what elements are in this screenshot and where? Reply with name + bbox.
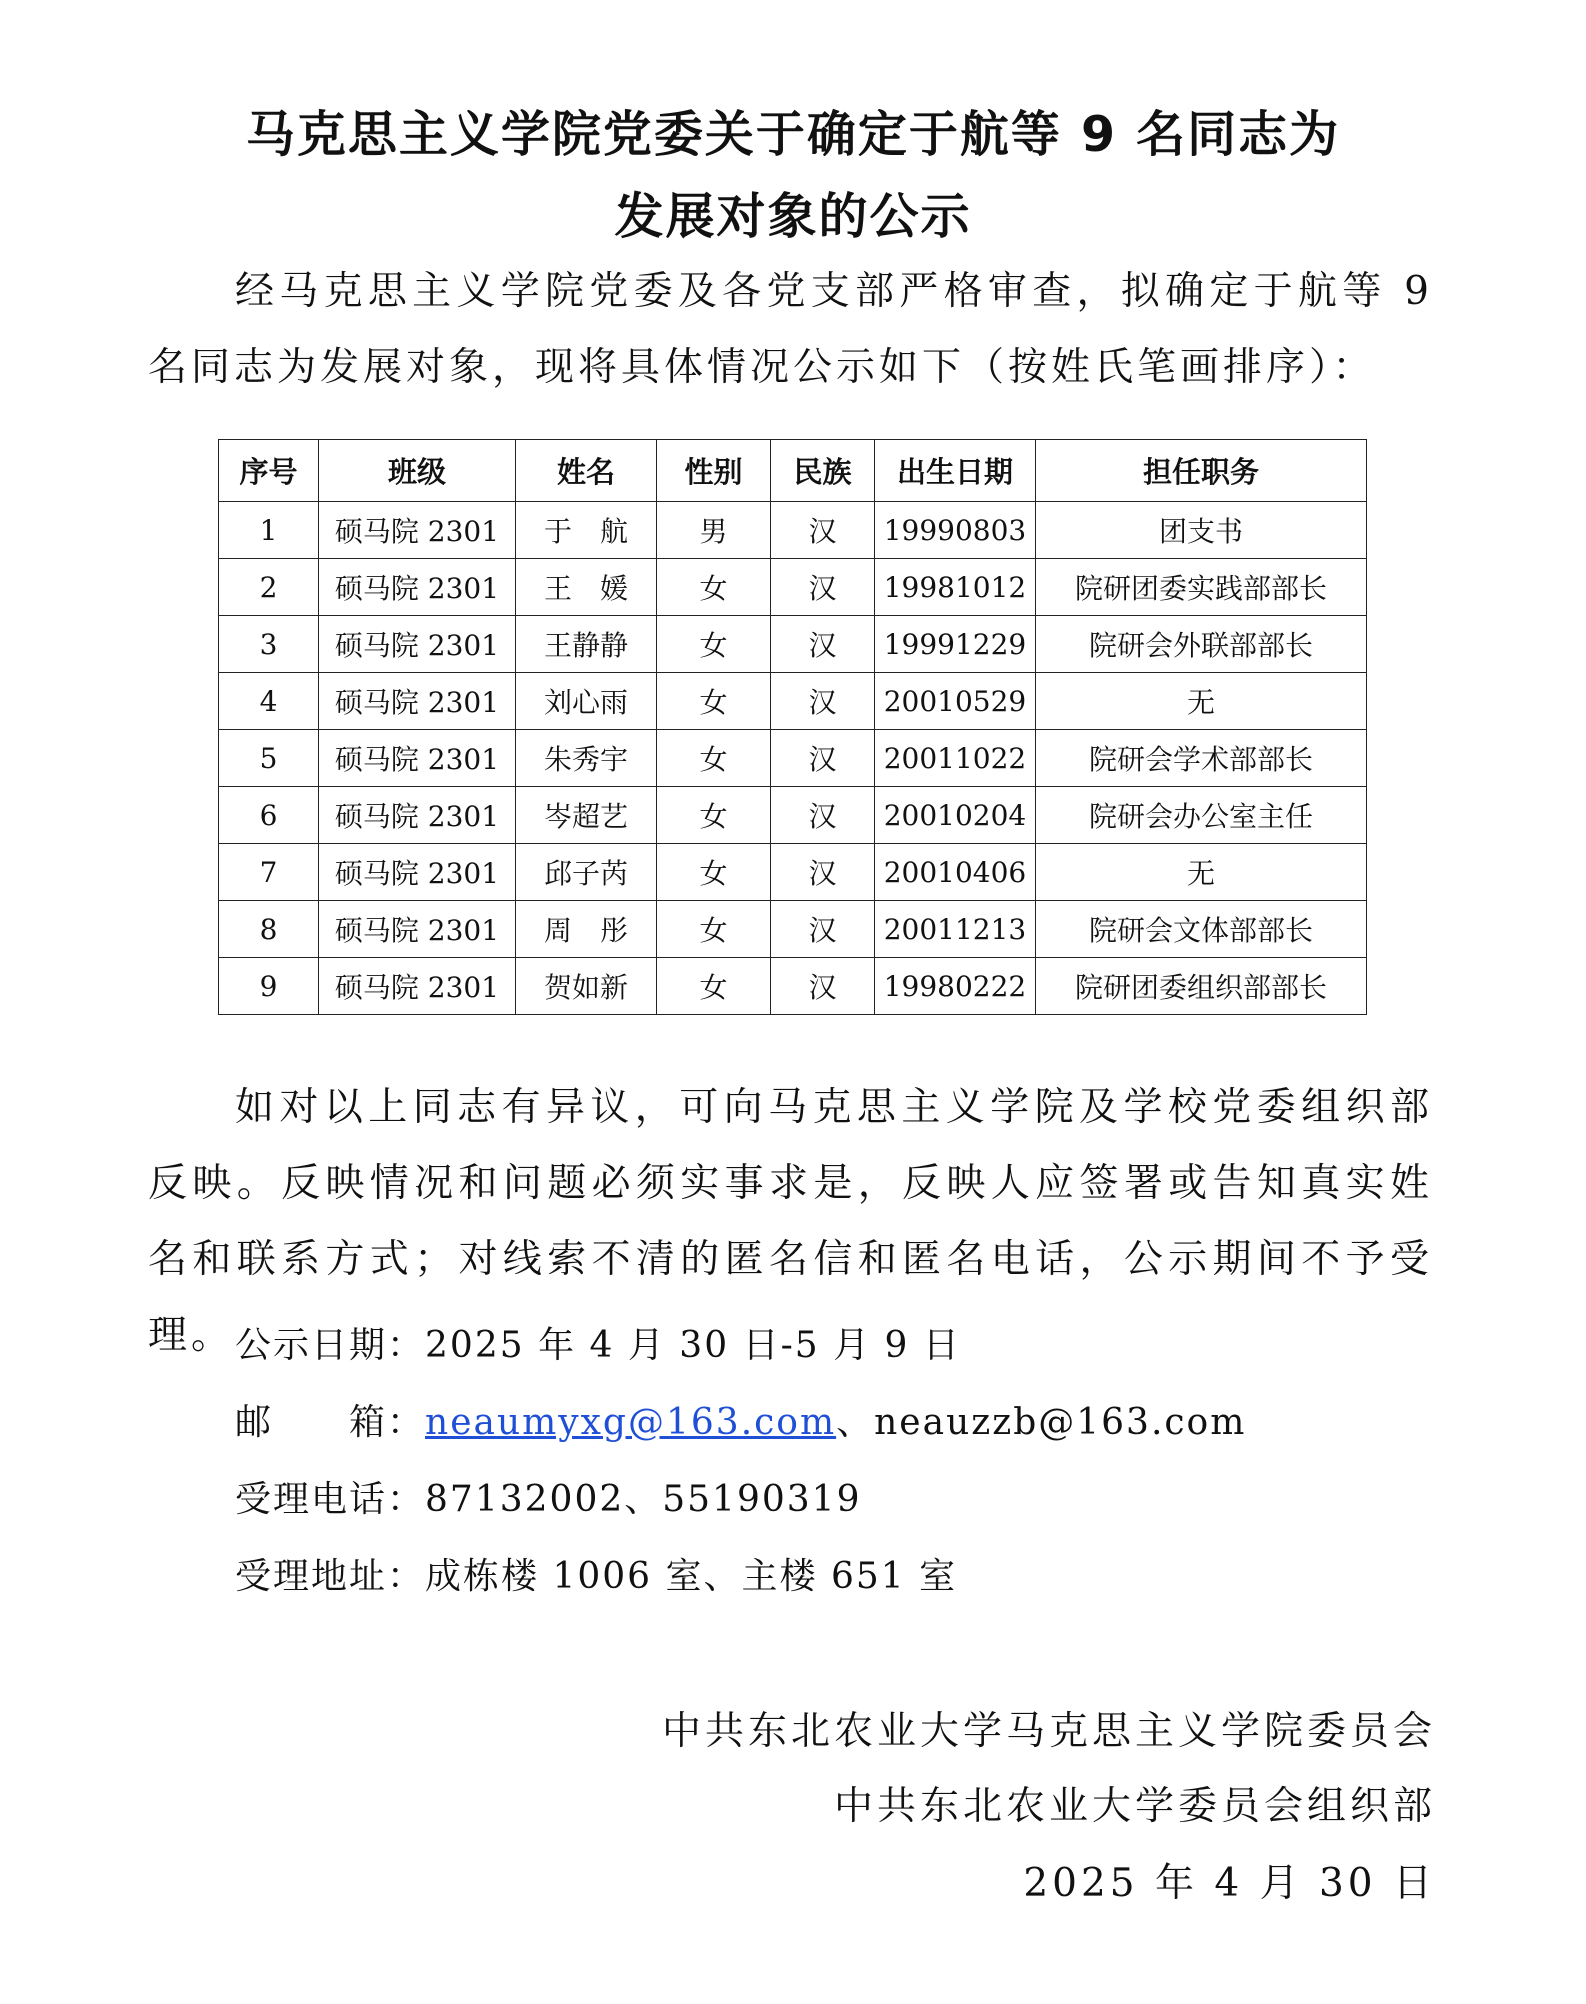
cell-ethnicity: 汉 <box>771 730 875 787</box>
table-row <box>219 901 1367 958</box>
phone-line <box>235 1471 861 1522</box>
publicity-date-label: 公示日期： <box>235 1325 426 1366</box>
cell-birth-date: 20010406 <box>875 844 1036 901</box>
header-name: 姓名 <box>516 440 657 502</box>
cell-ethnicity: 汉 <box>771 844 875 901</box>
cell-index: 1 <box>219 502 319 559</box>
header-position: 担任职务 <box>1036 440 1367 502</box>
cell-ethnicity: 汉 <box>771 673 875 730</box>
cell-gender: 女 <box>657 673 771 730</box>
cell-class: 硕马院 2301 <box>319 901 516 958</box>
cell-birth-date: 20010204 <box>875 787 1036 844</box>
email-link-primary[interactable]: neaumyxg@163.com <box>425 1402 837 1443</box>
cell-position: 院研团委组织部部长 <box>1036 958 1367 1015</box>
cell-position: 团支书 <box>1036 502 1367 559</box>
cell-class: 硕马院 2301 <box>319 958 516 1015</box>
table-row <box>219 730 1367 787</box>
table-row <box>219 502 1367 559</box>
address-value: 成栋楼 1006 室、主楼 651 室 <box>425 1556 958 1597</box>
header-class: 班级 <box>319 440 516 502</box>
cell-index: 5 <box>219 730 319 787</box>
cell-position: 院研会外联部部长 <box>1036 616 1367 673</box>
table-row <box>219 787 1367 844</box>
cell-position: 院研会文体部部长 <box>1036 901 1367 958</box>
cell-index: 8 <box>219 901 319 958</box>
email-label: 邮 箱： <box>235 1402 426 1443</box>
table-body <box>219 502 1367 1015</box>
page-title-line-2: 发展对象的公示 <box>614 188 972 245</box>
cell-gender: 女 <box>657 958 771 1015</box>
cell-birth-date: 19980222 <box>875 958 1036 1015</box>
cell-gender: 女 <box>657 787 771 844</box>
header-birth-date: 出生日期 <box>875 440 1036 502</box>
address-line <box>235 1548 957 1599</box>
cell-index: 6 <box>219 787 319 844</box>
cell-class: 硕马院 2301 <box>319 616 516 673</box>
cell-gender: 女 <box>657 901 771 958</box>
header-ethnicity: 民族 <box>771 440 875 502</box>
cell-gender: 女 <box>657 730 771 787</box>
header-gender: 性别 <box>657 440 771 502</box>
table-row <box>219 673 1367 730</box>
phone-value: 87132002、55190319 <box>425 1479 862 1520</box>
cell-name: 王 媛 <box>516 559 657 616</box>
cell-birth-date: 19990803 <box>875 502 1036 559</box>
table-row <box>219 844 1367 901</box>
table-row <box>219 958 1367 1015</box>
publicity-date-value: 2025 年 4 月 30 日-5 月 9 日 <box>425 1325 961 1366</box>
cell-ethnicity: 汉 <box>771 502 875 559</box>
table-row <box>219 616 1367 673</box>
cell-position: 院研团委实践部部长 <box>1036 559 1367 616</box>
cell-name: 王静静 <box>516 616 657 673</box>
signature-org-1: 中共东北农业大学马克思主义学院委员会 <box>661 1709 1436 1754</box>
signature-date: 2025 年 4 月 30 日 <box>1023 1861 1436 1906</box>
cell-name: 贺如新 <box>516 958 657 1015</box>
cell-position: 院研会办公室主任 <box>1036 787 1367 844</box>
cell-index: 9 <box>219 958 319 1015</box>
cell-position: 无 <box>1036 673 1367 730</box>
cell-class: 硕马院 2301 <box>319 844 516 901</box>
cell-gender: 女 <box>657 616 771 673</box>
publicity-date-line <box>235 1317 961 1368</box>
cell-ethnicity: 汉 <box>771 559 875 616</box>
cell-birth-date: 20010529 <box>875 673 1036 730</box>
cell-ethnicity: 汉 <box>771 787 875 844</box>
table-header-row <box>219 440 1367 502</box>
cell-position: 无 <box>1036 844 1367 901</box>
cell-name: 周 彤 <box>516 901 657 958</box>
cell-ethnicity: 汉 <box>771 901 875 958</box>
table-row <box>219 559 1367 616</box>
cell-class: 硕马院 2301 <box>319 730 516 787</box>
phone-label: 受理电话： <box>235 1479 426 1520</box>
cell-name: 邱子芮 <box>516 844 657 901</box>
cell-position: 院研会学术部部长 <box>1036 730 1367 787</box>
candidate-table <box>218 439 1367 1015</box>
objection-paragraph: 如对以上同志有异议，可向马克思主义学院及学校党委组织部反映。反映情况和问题必须实事求是，反映人应签署或告知真实姓名和联系方式；对线索不清的匿名信和匿名电话，公示期间不予受理。 <box>148 1085 1433 1358</box>
header-index: 序号 <box>219 440 319 502</box>
cell-birth-date: 19981012 <box>875 559 1036 616</box>
cell-gender: 女 <box>657 844 771 901</box>
cell-gender: 女 <box>657 559 771 616</box>
cell-ethnicity: 汉 <box>771 958 875 1015</box>
email-secondary: neauzzb@163.com <box>874 1402 1247 1443</box>
cell-birth-date: 20011022 <box>875 730 1036 787</box>
cell-class: 硕马院 2301 <box>319 559 516 616</box>
cell-index: 7 <box>219 844 319 901</box>
cell-birth-date: 20011213 <box>875 901 1036 958</box>
cell-name: 朱秀宇 <box>516 730 657 787</box>
cell-class: 硕马院 2301 <box>319 502 516 559</box>
cell-name: 刘心雨 <box>516 673 657 730</box>
cell-gender: 男 <box>657 502 771 559</box>
cell-index: 2 <box>219 559 319 616</box>
cell-birth-date: 19991229 <box>875 616 1036 673</box>
cell-name: 于 航 <box>516 502 657 559</box>
address-label: 受理地址： <box>235 1556 426 1597</box>
email-line <box>235 1394 1246 1445</box>
email-separator: 、 <box>836 1402 875 1443</box>
cell-ethnicity: 汉 <box>771 616 875 673</box>
intro-paragraph: 经马克思主义学院党委及各党支部严格审查，拟确定于航等 9 名同志为发展对象，现将具体情况公示如下（按姓氏笔画排序）： <box>148 269 1433 390</box>
cell-name: 岑超艺 <box>516 787 657 844</box>
cell-index: 4 <box>219 673 319 730</box>
signature-org-2: 中共东北农业大学委员会组织部 <box>833 1784 1436 1829</box>
cell-class: 硕马院 2301 <box>319 673 516 730</box>
cell-class: 硕马院 2301 <box>319 787 516 844</box>
page-title-line-1: 马克思主义学院党委关于确定于航等 9 名同志为 <box>245 106 1341 163</box>
cell-index: 3 <box>219 616 319 673</box>
